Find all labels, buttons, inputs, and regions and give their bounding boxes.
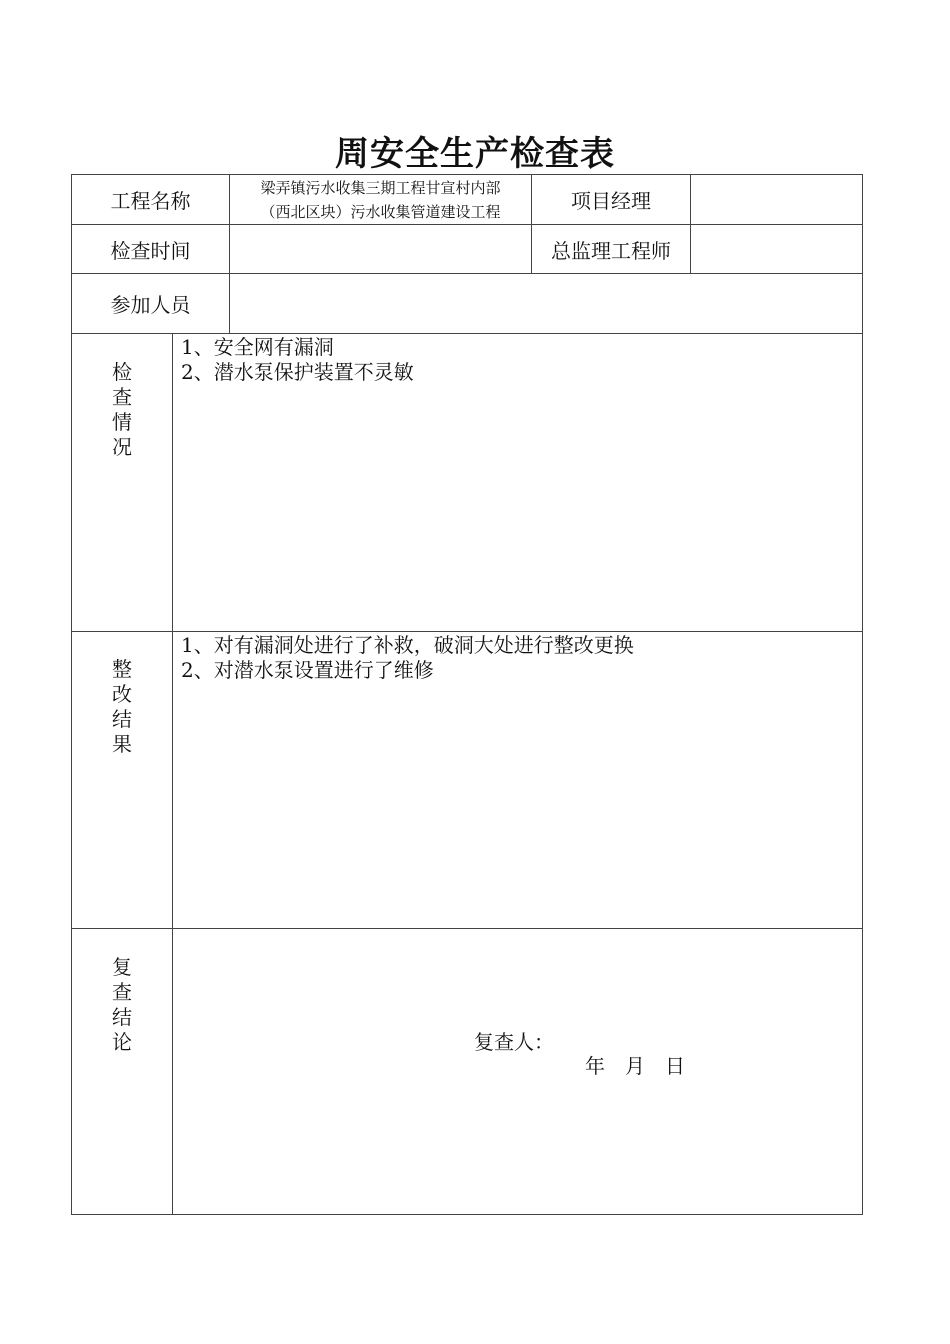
rectification-content[interactable] xyxy=(181,633,851,683)
inspection-label-char: 检 xyxy=(112,360,132,384)
project-manager-field[interactable] xyxy=(691,175,862,224)
rectification-label xyxy=(72,657,172,777)
chief-supervisor-field[interactable] xyxy=(691,225,862,273)
chief-supervisor-label: 总监理工程师 xyxy=(551,238,671,263)
rectification-label-char: 果 xyxy=(112,732,132,756)
review-label-char: 复 xyxy=(112,955,132,979)
inspection-label xyxy=(72,360,172,480)
inspection-item: 2、潜水泵保护装置不灵敏 xyxy=(181,360,414,384)
inspection-label-char: 情 xyxy=(112,410,132,434)
inspection-content[interactable] xyxy=(181,335,851,385)
reviewer-signature[interactable]: 复查人： xyxy=(474,1030,554,1054)
inspection-label-char: 况 xyxy=(112,435,132,459)
participants-label: 参加人员 xyxy=(110,293,191,317)
project-name-line1: 梁弄镇污水收集三期工程甘宣村内部 xyxy=(260,178,501,197)
rectification-label-char: 整 xyxy=(112,657,132,681)
inspection-time-field[interactable] xyxy=(230,225,531,273)
rectification-label-char: 结 xyxy=(112,707,132,731)
project-name-line2: （西北区块）污水收集管道建设工程 xyxy=(260,202,501,221)
inspection-time-label: 检查时间 xyxy=(110,238,191,263)
review-label xyxy=(72,955,172,1075)
rectification-item: 2、对潜水泵设置进行了维修 xyxy=(181,658,434,682)
inspection-label-char: 查 xyxy=(112,385,132,409)
review-label-char: 结 xyxy=(112,1005,132,1029)
project-name-value xyxy=(230,175,531,224)
rectification-label-char: 改 xyxy=(112,682,132,706)
participants-field[interactable] xyxy=(230,274,862,333)
project-name-label: 工程名称 xyxy=(110,189,191,213)
project-manager-label: 项目经理 xyxy=(571,189,651,213)
review-label-char: 论 xyxy=(112,1030,132,1054)
inspection-item: 1、安全网有漏洞 xyxy=(181,335,334,359)
review-label-char: 查 xyxy=(112,980,132,1004)
review-date[interactable]: 年 月 日 xyxy=(585,1054,685,1078)
page-title: 周安全生产检查表 xyxy=(335,134,615,174)
rectification-item: 1、对有漏洞处进行了补救，破洞大处进行整改更换 xyxy=(181,633,634,657)
